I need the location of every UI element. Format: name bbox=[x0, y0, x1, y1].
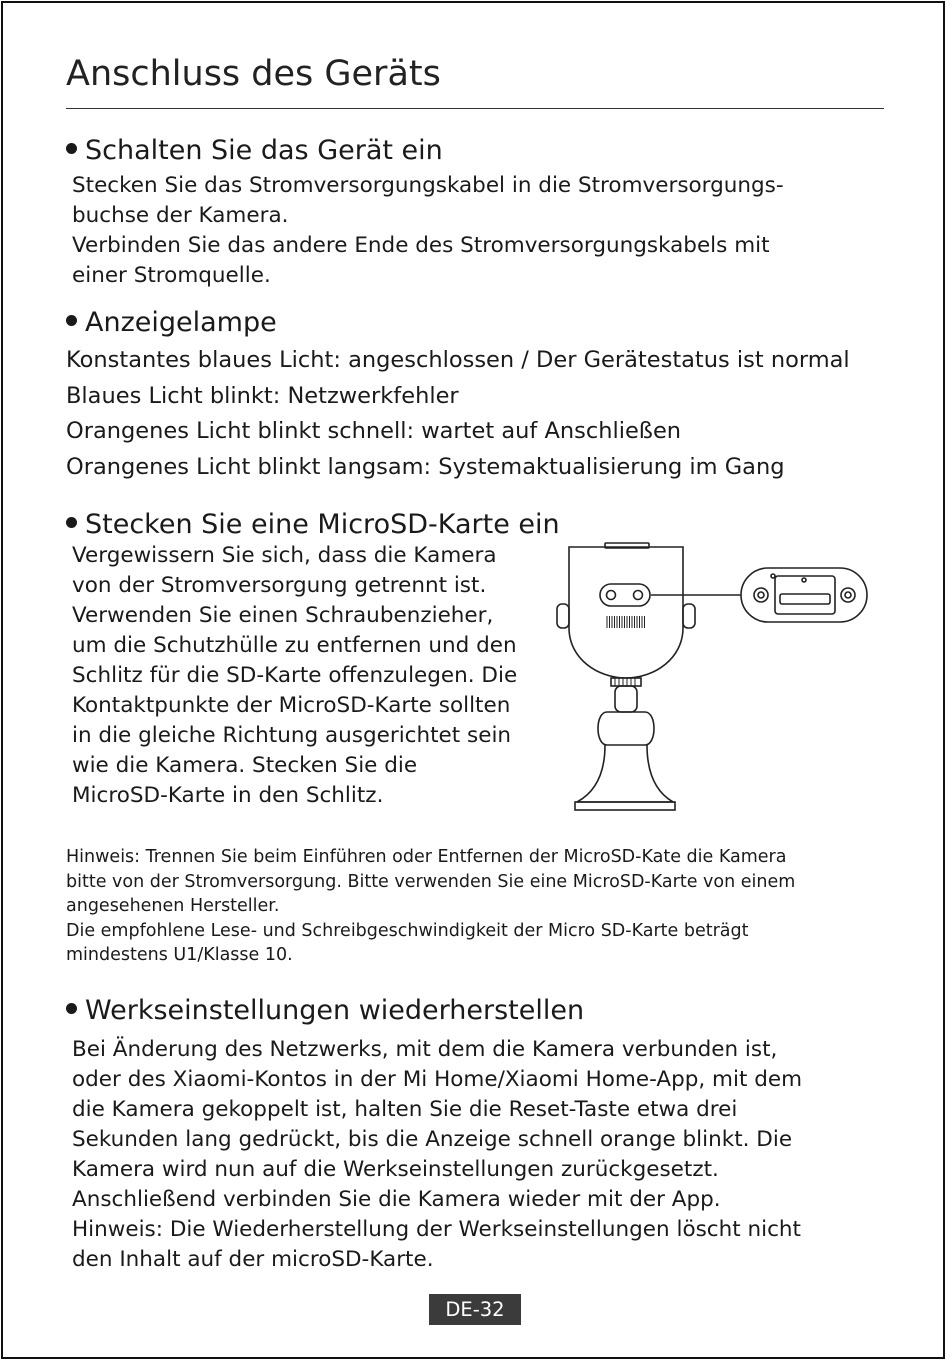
bullet-icon bbox=[66, 143, 77, 154]
heading-text: Schalten Sie das Gerät ein bbox=[85, 135, 443, 166]
note-line: Die empfohlene Lese- und Schreibgeschwindigkeit der Micro SD-Karte beträgt bbox=[66, 920, 749, 941]
note-line: angesehenen Hersteller. bbox=[66, 896, 280, 916]
bullet-icon bbox=[66, 517, 77, 528]
text-line: den Inhalt auf der microSD-Karte. bbox=[72, 1247, 434, 1272]
note-line: mindestens U1/Klasse 10. bbox=[66, 945, 293, 965]
heading-text: Anzeigelampe bbox=[85, 307, 277, 338]
section-power-body bbox=[72, 171, 784, 291]
section-indicator-body bbox=[66, 343, 850, 485]
section-reset-body bbox=[72, 1035, 802, 1275]
text-line: Blaues Licht blinkt: Netzwerkfehler bbox=[66, 382, 459, 409]
text-line: Konstantes blaues Licht: angeschlossen / Der Gerätestatus ist normal bbox=[66, 347, 850, 373]
text-line: Hinweis: Die Wiederherstellung der Werkseinstellungen löscht nicht bbox=[72, 1217, 801, 1242]
section-indicator-heading bbox=[66, 307, 277, 338]
microsd-note bbox=[66, 845, 795, 968]
text-line: Anschließend verbinden Sie die Kamera wieder mit der App. bbox=[72, 1187, 721, 1212]
text-line: Kontaktpunkte der MicroSD-Karte sollten bbox=[72, 693, 511, 718]
section-microsd-body bbox=[72, 541, 517, 811]
camera-with-sd-slot-icon bbox=[545, 540, 875, 820]
text-line: die Kamera gekoppelt ist, halten Sie die Reset-Taste etwa drei bbox=[72, 1097, 738, 1122]
text-line: Sekunden lang gedrückt, bis die Anzeige schnell orange blinkt. Die bbox=[72, 1127, 793, 1152]
heading-text: Werkseinstellungen wiederherstellen bbox=[85, 995, 585, 1026]
text-line: Vergewissern Sie sich, dass die Kamera bbox=[72, 543, 497, 568]
text-line: Schlitz für die SD-Karte offenzulegen. Die bbox=[72, 663, 518, 688]
text-line: oder des Xiaomi-Kontos in der Mi Home/Xiaomi Home-App, mit dem bbox=[72, 1067, 803, 1092]
title-divider bbox=[66, 108, 884, 109]
note-line: bitte von der Stromversorgung. Bitte verwenden Sie eine MicroSD-Karte von einem bbox=[66, 871, 796, 892]
text-line: Verbinden Sie das andere Ende des Stromversorgungskabels mit bbox=[72, 233, 770, 258]
section-microsd-heading bbox=[66, 509, 560, 540]
text-line: wie die Kamera. Stecken Sie die bbox=[72, 753, 418, 778]
text-line: um die Schutzhülle zu entfernen und den bbox=[72, 633, 517, 658]
text-line: buchse der Kamera. bbox=[72, 203, 289, 228]
text-line: Orangenes Licht blinkt schnell: wartet auf Anschließen bbox=[66, 418, 682, 444]
text-line: in die gleiche Richtung ausgerichtet sein bbox=[72, 723, 512, 748]
text-line: MicroSD-Karte in den Schlitz. bbox=[72, 783, 384, 808]
bullet-icon bbox=[66, 315, 77, 326]
page-title: Anschluss des Geräts bbox=[66, 54, 441, 94]
note-line: Hinweis: Trennen Sie beim Einführen oder Entfernen der MicroSD-Kate die Kamera bbox=[66, 847, 787, 867]
text-line: Stecken Sie das Stromversorgungskabel in die Stromversorgungs- bbox=[72, 173, 784, 198]
bullet-icon bbox=[66, 1003, 77, 1014]
text-line: von der Stromversorgung getrennt ist. bbox=[72, 573, 487, 598]
text-line: Kamera wird nun auf die Werkseinstellungen zurückgesetzt. bbox=[72, 1157, 719, 1182]
section-reset-heading bbox=[66, 995, 584, 1026]
text-line: Orangenes Licht blinkt langsam: Systemaktualisierung im Gang bbox=[66, 453, 785, 480]
heading-text: Stecken Sie eine MicroSD-Karte ein bbox=[85, 509, 560, 540]
text-line: Bei Änderung des Netzwerks, mit dem die Kamera verbunden ist, bbox=[72, 1037, 778, 1062]
page-number-badge: DE-32 bbox=[429, 1294, 521, 1325]
section-power-heading bbox=[66, 135, 443, 166]
text-line: einer Stromquelle. bbox=[72, 263, 271, 288]
text-line: Verwenden Sie einen Schraubenzieher, bbox=[72, 603, 494, 628]
